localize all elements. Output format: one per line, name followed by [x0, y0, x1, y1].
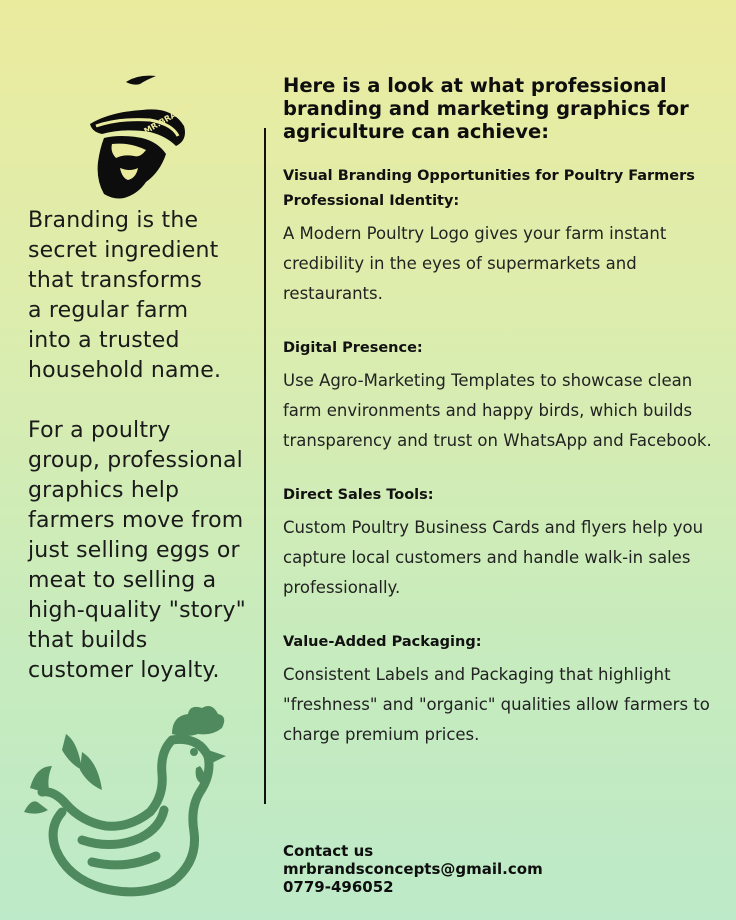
intro-paragraph: Branding is the secret ingredient that transforms a regular farm into a trusted household name.	[28, 208, 222, 383]
section-digital-presence	[283, 337, 723, 456]
section-body: A Modern Poultry Logo gives your farm instant credibility in the eyes of supermarkets and restaurants.	[283, 224, 667, 303]
section-professional-identity	[283, 190, 723, 309]
section-title: Value-Added Packaging:	[283, 634, 482, 650]
contact-phone[interactable]: 0779-496052	[283, 878, 394, 896]
section-value-added-packaging	[283, 631, 723, 750]
section-body: Consistent Labels and Packaging that highlight "freshness" and "organic" qualities allow farmers to charge premium prices.	[283, 665, 710, 744]
poultry-paragraph: For a poultry group, professional graphics help farmers move from just selling eggs or meat to selling a high-quality "story" that builds customer loyalty.	[28, 418, 247, 683]
section-title: Direct Sales Tools:	[283, 487, 434, 503]
right-column	[283, 74, 723, 750]
hen-outline-icon	[22, 700, 232, 900]
section-title: Professional Identity:	[283, 193, 460, 209]
section-title: Digital Presence:	[283, 340, 423, 356]
left-column	[28, 206, 264, 716]
section-body: Custom Poultry Business Cards and flyers help you capture local customers and handle walk-in sales professionally.	[283, 518, 704, 597]
subheading: Visual Branding Opportunities for Poultry Farmers	[283, 168, 695, 184]
section-direct-sales-tools	[283, 484, 723, 603]
logo-text: MR.BRANDS	[142, 100, 195, 136]
contact-label: Contact us	[283, 842, 374, 860]
headline: Here is a look at what professional branding and marketing graphics for agriculture can achieve:	[283, 74, 689, 143]
contact-email[interactable]: mrbrandsconcepts@gmail.com	[283, 860, 543, 878]
brand-logo	[80, 72, 200, 202]
section-body: Use Agro-Marketing Templates to showcase clean farm environments and happy birds, which builds transparency and trust on WhatsApp and Facebook.	[283, 371, 712, 450]
contact-block	[283, 842, 543, 896]
cowboy-hat-man-logo-icon	[80, 72, 200, 202]
vertical-divider	[264, 128, 266, 804]
